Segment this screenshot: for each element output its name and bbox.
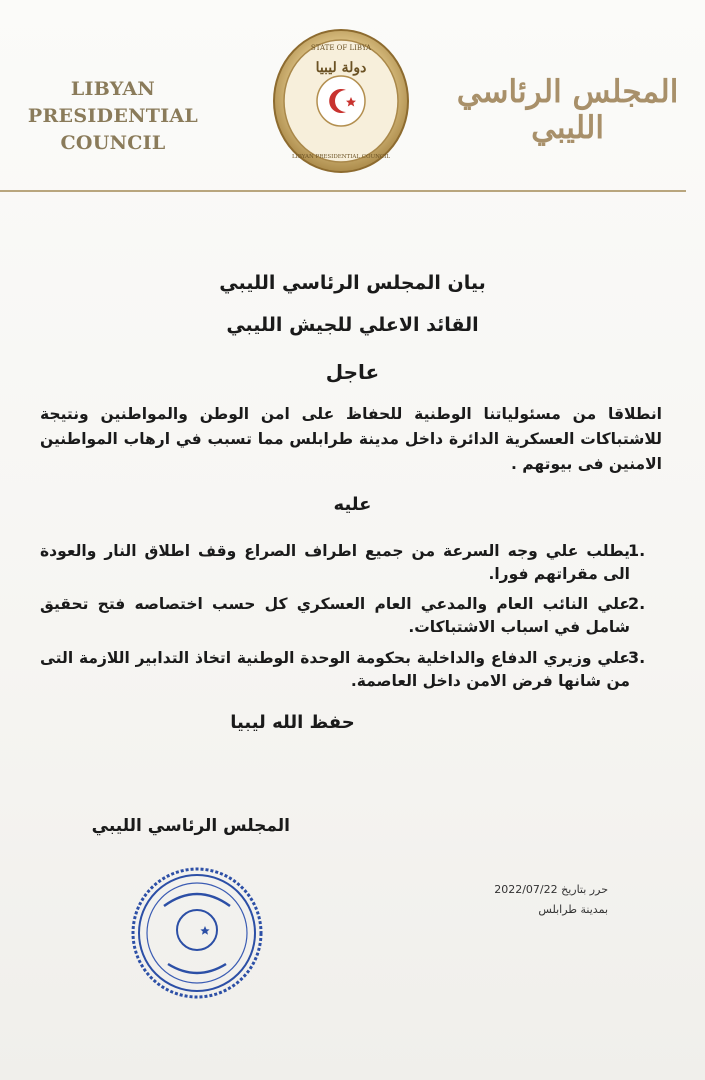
issue-date: حرر بتاريخ 2022/07/22 <box>494 883 608 896</box>
item-number: 3. <box>628 648 646 667</box>
presidential-emblem-icon <box>272 28 410 174</box>
closing-line: حفظ الله ليبيا <box>230 712 355 733</box>
emblem-arabic-text: دولة ليبيا <box>315 60 367 76</box>
issue-place: بمدينة طرابلس <box>538 903 608 916</box>
item-number: 2. <box>628 594 646 613</box>
therefore-label: عليه <box>333 494 372 515</box>
issue-date-block <box>420 880 608 920</box>
header-divider <box>0 190 686 192</box>
statement-title: بيان المجلس الرئاسي الليبي <box>219 272 486 294</box>
english-title-line2: COUNCIL <box>60 132 166 154</box>
item-number: 1. <box>628 541 646 560</box>
arabic-council-name: المجلس الرئاسي الليبي <box>456 74 679 146</box>
emblem-top-text: STATE OF LIBYA <box>310 44 372 52</box>
official-stamp-icon <box>128 864 266 1002</box>
signer-name: المجلس الرئاسي الليبي <box>91 816 290 836</box>
english-council-name <box>8 76 218 157</box>
english-title-line1: LIBYAN PRESIDENTIAL <box>27 78 199 127</box>
item-text: يطلب علي وجه السرعة من جميع اطراف الصراع وقف اطلاق النار والعودة الى مقراتهم فورا. <box>40 542 630 583</box>
item-text: علي وزيري الدفاع والداخلية بحكومة الوحدة الوطنية اتخاذ التدابير اللازمة التى من شانها فرض الامن داخل العاصمة. <box>40 649 630 690</box>
intro-paragraph: انطلاقا من مسئولياتنا الوطنية للحفاظ على امن الوطن والمواطنين ونتيجة للاشتباكات العسكرية الدائرة داخل مدينة طرابلس مما تسبب في ارهاب المواطنين الامنين فى بيوتهم . <box>40 405 662 473</box>
emblem-bottom-text: LIBYAN PRESIDENTIAL COUNCIL <box>292 154 390 160</box>
item-text: علي النائب العام والمدعي العام العسكري كل حسب اختصاصه فتح تحقيق شامل في اسباب الاشتباكات. <box>40 595 630 636</box>
statement-subtitle: القائد الاعلي للجيش الليبي <box>226 314 479 336</box>
urgent-label: عاجل <box>325 360 380 384</box>
